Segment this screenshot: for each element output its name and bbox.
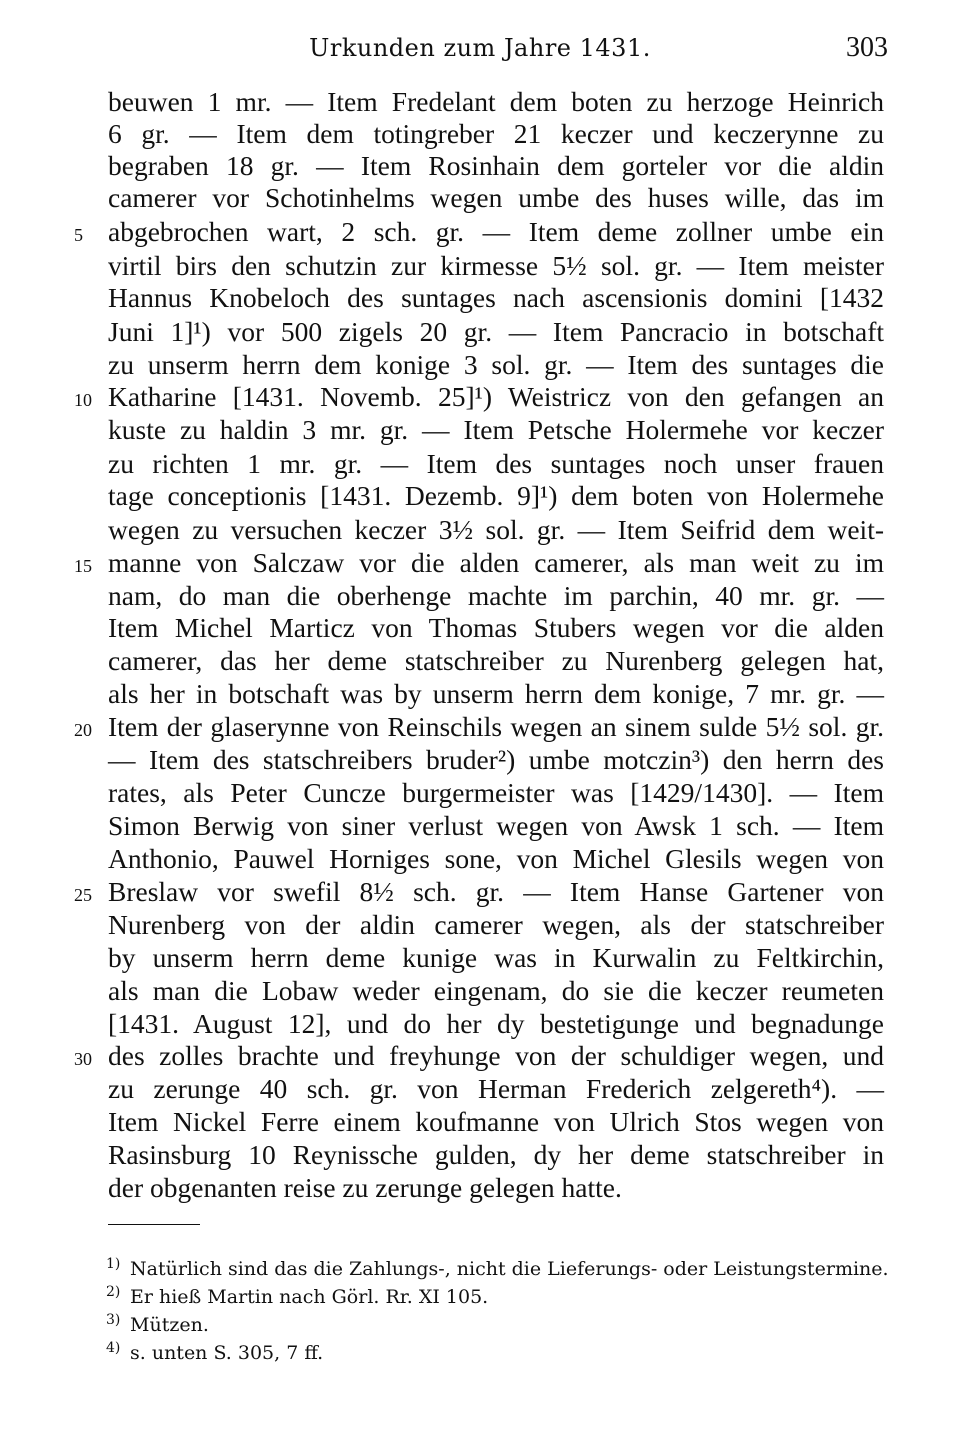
line-number: 10 <box>74 390 92 410</box>
text-line: abgebrochen wart, 2 sch. gr. — Item deme zollner umbe ein <box>108 216 884 247</box>
text-line: camerer, das her deme statschreiber zu Nurenberg gelegen hat, <box>108 645 884 676</box>
text-line: Katharine [1431. Novemb. 25]¹) Weistricz von den gefangen an <box>108 381 884 412</box>
footnote <box>106 1312 209 1337</box>
text-line: [1431. August 12], und do her dy bestetigunge und begnadunge <box>108 1008 884 1039</box>
footnote-divider <box>108 1224 200 1225</box>
text-line: virtil birs den schutzin zur kirmesse 5½ sol. gr. — Item meister <box>108 250 884 281</box>
text-line: wegen zu versuchen keczer 3½ sol. gr. — Item Seifrid dem weit- <box>108 514 884 545</box>
text-line: nam, do man die oberhenge machte im parchin, 40 mr. gr. — <box>108 580 884 611</box>
page-number: 303 <box>846 32 888 63</box>
line-number: 30 <box>74 1049 92 1069</box>
header-title: Urkunden zum Jahre 1431. <box>309 34 651 62</box>
text-line: des zolles brachte und freyhunge von der schuldiger wegen, und <box>108 1040 884 1071</box>
footnote <box>106 1256 889 1281</box>
text-line: Item der glaserynne von Reinschils wegen an sinem sulde 5½ sol. gr. <box>108 711 884 742</box>
text-line: Hannus Knobeloch des suntages nach ascensionis domini [1432 <box>108 282 884 313</box>
line-number: 20 <box>74 720 92 740</box>
text-line: Rasinsburg 10 Reynissche gulden, dy her deme statschreiber in <box>108 1139 884 1170</box>
line-number: 15 <box>74 556 92 576</box>
text-line: Nurenberg von der aldin camerer wegen, als der statschreiber <box>108 909 884 940</box>
line-number: 5 <box>74 225 83 245</box>
footnote-mark: 4) <box>106 1340 121 1356</box>
footnote-mark: 3) <box>106 1312 121 1328</box>
line-number: 25 <box>74 885 92 905</box>
footnote-text: Er hieß Martin nach Görl. Rr. XI 105. <box>130 1286 489 1308</box>
text-line: Breslaw vor swefil 8½ sch. gr. — Item Hanse Gartener von <box>108 876 884 907</box>
text-line: Item Michel Marticz von Thomas Stubers wegen vor die alden <box>108 612 884 643</box>
text-line: zu unserm herrn dem konige 3 sol. gr. — Item des suntages die <box>108 349 884 380</box>
text-line: Juni 1]¹) vor 500 zigels 20 gr. — Item Pancracio in botschaft <box>108 316 884 347</box>
text-line: camerer vor Schotinhelms wegen umbe des huses wille, das im <box>108 182 884 213</box>
text-line: by unserm herrn deme kunige was in Kurwalin zu Feltkirchin, <box>108 942 884 973</box>
text-line: begraben 18 gr. — Item Rosinhain dem gorteler vor die aldin <box>108 150 884 181</box>
text-line: 6 gr. — Item dem totingreber 21 keczer und keczerynne zu <box>108 118 884 149</box>
text-line: zu richten 1 mr. gr. — Item des suntages noch unser frauen <box>108 448 884 479</box>
text-line: rates, als Peter Cuncze burgermeister was [1429/1430]. — Item <box>108 777 884 808</box>
text-line: als her in botschaft was by unserm herrn dem konige, 7 mr. gr. — <box>108 678 884 709</box>
text-line: manne von Salczaw vor die alden camerer, als man weit zu im <box>108 547 884 578</box>
footnote-text: s. unten S. 305, 7 ff. <box>130 1342 324 1364</box>
footnote <box>106 1340 324 1365</box>
text-line: Simon Berwig von siner verlust wegen von Awsk 1 sch. — Item <box>108 810 884 841</box>
footnote-text: Natürlich sind das die Zahlungs-, nicht die Lieferungs- oder Leistungstermine. <box>130 1258 889 1280</box>
footnote-mark: 1) <box>106 1256 121 1272</box>
footnote <box>106 1284 489 1309</box>
text-line: als man die Lobaw weder eingenam, do sie die keczer reumeten <box>108 975 884 1006</box>
text-line: — Item des statschreibers bruder²) umbe motczin³) den herrn des <box>108 744 884 775</box>
text-line: tage conceptionis [1431. Dezemb. 9]¹) dem boten von Holermehe <box>108 480 884 511</box>
text-line: der obgenanten reise zu zerunge gelegen hatte. <box>108 1172 622 1203</box>
footnote-mark: 2) <box>106 1284 121 1300</box>
text-line: zu zerunge 40 sch. gr. von Herman Frederich zelgereth⁴). — <box>108 1073 884 1104</box>
text-line: beuwen 1 mr. — Item Fredelant dem boten zu herzoge Heinrich <box>108 86 884 117</box>
footnote-text: Mützen. <box>130 1314 209 1336</box>
text-line: kuste zu haldin 3 mr. gr. — Item Petsche Holermehe vor keczer <box>108 414 884 445</box>
text-line: Anthonio, Pauwel Horniges sone, von Michel Glesils wegen von <box>108 843 884 874</box>
text-line: Item Nickel Ferre einem koufmanne von Ulrich Stos wegen von <box>108 1106 884 1137</box>
